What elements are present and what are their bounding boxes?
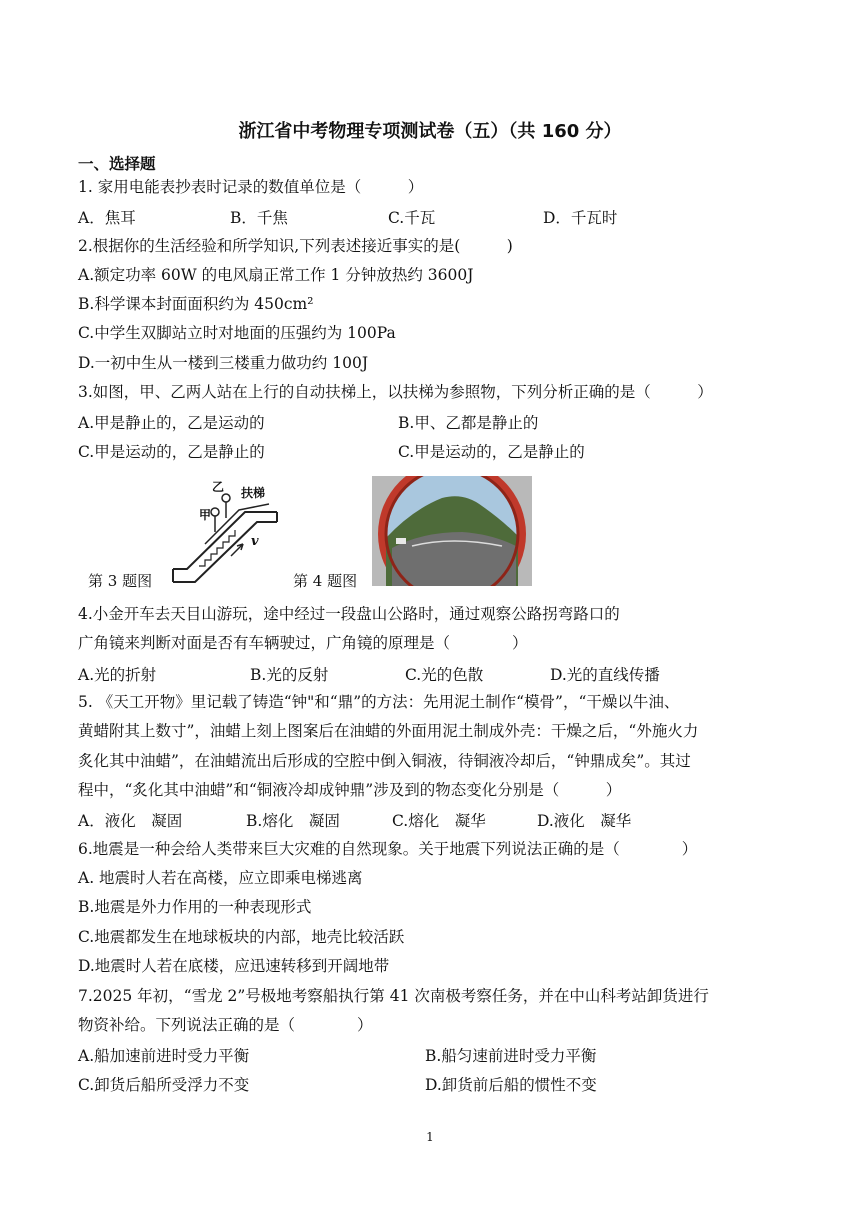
section-heading: 一、选择题	[78, 155, 156, 173]
question-2-stem: 2.根据你的生活经验和所学知识,下列表述接近事实的是( )	[78, 237, 513, 255]
q6-option-d: D.地震时人若在底楼，应迅速转移到开阔地带	[78, 957, 390, 975]
q4-option-c: C.光的色散	[405, 666, 484, 684]
q6-option-a: A. 地震时人若在高楼，应立即乘电梯逃离	[78, 869, 363, 887]
q3-option-d: C.甲是运动的，乙是静止的	[398, 443, 585, 461]
q1-option-c: C.千瓦	[388, 209, 436, 227]
question-6-stem: 6.地震是一种会给人类带来巨大灾难的自然现象。关于地震下列说法正确的是（ ）	[78, 840, 698, 858]
question-7-line1: 7.2025 年初，“雪龙 2”号极地考察船执行第 41 次南极考察任务，并在中山科考站卸货进行	[78, 987, 709, 1005]
page-title: 浙江省中考物理专项测试卷（五）（共 160 分）	[238, 121, 622, 142]
q5-option-c: C.熔化 凝华	[392, 812, 486, 830]
page-number: 1	[426, 1130, 434, 1144]
q4-option-b: B.光的反射	[250, 666, 329, 684]
question-1-stem: 1. 家用电能表抄表时记录的数值单位是（ ）	[78, 178, 424, 196]
question-5-line4: 程中，“炙化其中油蜡”和“铜液冷却成钟鼎”涉及到的物态变化分别是（ ）	[78, 781, 622, 799]
q5-option-a: A．液化 凝固	[78, 812, 183, 830]
escalator-diagram	[165, 474, 285, 586]
q1-option-a: A．焦耳	[78, 209, 136, 227]
q3-option-a: A.甲是静止的，乙是运动的	[78, 414, 265, 432]
q2-option-b: B.科学课本封面面积约为 450cm²	[78, 295, 314, 313]
q4-option-d: D.光的直线传播	[550, 666, 660, 684]
label-escalator: 扶梯	[241, 486, 266, 500]
question-5-line3: 炙化其中油蜡”，在油蜡流出后形成的空腔中倒入铜液，待铜液冷却后，“钟鼎成矣”。其过	[78, 752, 691, 770]
q5-option-b: B.熔化 凝固	[246, 812, 340, 830]
q7-option-d: D.卸货前后船的惯性不变	[425, 1076, 597, 1094]
q6-option-c: C.地震都发生在地球板块的内部，地壳比较活跃	[78, 928, 405, 946]
q7-option-b: B.船匀速前进时受力平衡	[425, 1047, 597, 1065]
q2-option-d: D.一初中生从一楼到三楼重力做功约 100J	[78, 354, 369, 372]
label-yi: 乙	[212, 480, 225, 494]
label-jia: 甲	[199, 508, 212, 522]
figure-4-caption: 第 4 题图	[293, 572, 358, 590]
q3-option-b: B.甲、乙都是静止的	[398, 414, 539, 432]
q2-option-a: A.额定功率 60W 的电风扇正常工作 1 分钟放热约 3600J	[78, 266, 474, 284]
q7-option-a: A.船加速前进时受力平衡	[78, 1047, 250, 1065]
q6-option-b: B.地震是外力作用的一种表现形式	[78, 898, 312, 916]
q3-option-c: C.甲是运动的，乙是静止的	[78, 443, 265, 461]
figure-3-caption: 第 3 题图	[88, 572, 153, 590]
q4-option-a: A.光的折射	[78, 666, 157, 684]
question-7-line2: 物资补给。下列说法正确的是（ ）	[78, 1016, 373, 1034]
question-3-stem: 3.如图，甲、乙两人站在上行的自动扶梯上，以扶梯为参照物，下列分析正确的是（ ）	[78, 383, 713, 401]
question-4-stem-line1: 4.小金开车去天目山游玩，途中经过一段盘山公路时，通过观察公路拐弯路口的	[78, 605, 620, 623]
q1-option-b: B．千焦	[230, 209, 288, 227]
label-v: v	[251, 534, 259, 549]
question-4-stem-line2: 广角镜来判断对面是否有车辆驶过，广角镜的原理是（ ）	[78, 634, 528, 652]
q1-option-d: D．千瓦时	[543, 209, 618, 227]
convex-mirror-photo	[372, 476, 532, 586]
question-5-line1: 5. 《天工开物》里记载了铸造“钟"和“鼎”的方法：先用泥土制作“模骨”，“干燥以牛油、	[78, 693, 680, 711]
q5-option-d: D.液化 凝华	[537, 812, 632, 830]
q2-option-c: C.中学生双脚站立时对地面的压强约为 100Pa	[78, 324, 396, 342]
question-5-line2: 黄蜡附其上数寸”，油蜡上刻上图案后在油蜡的外面用泥土制成外壳：干燥之后，“外施火力	[78, 722, 699, 740]
q7-option-c: C.卸货后船所受浮力不变	[78, 1076, 250, 1094]
